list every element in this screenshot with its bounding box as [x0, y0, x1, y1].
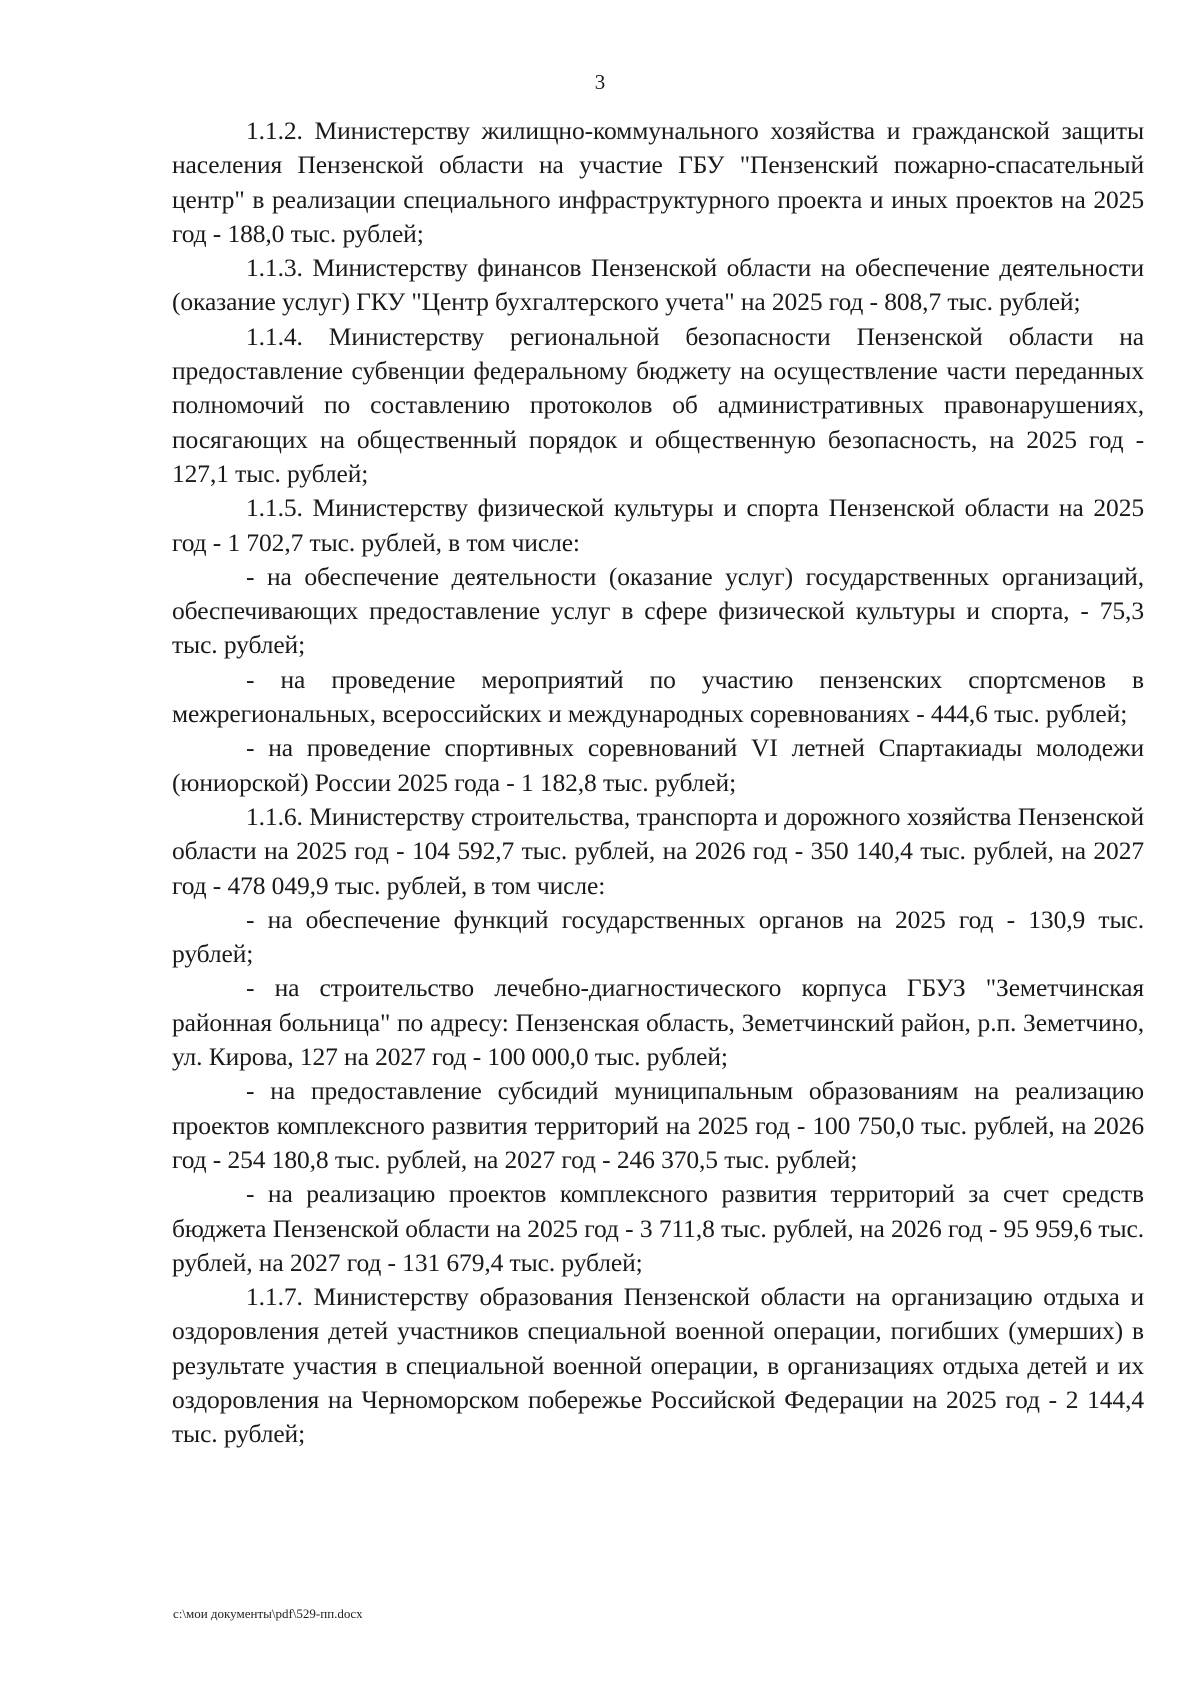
footer-file-path: c:\мои документы\pdf\529-пп.docx	[173, 1606, 363, 1621]
list-item: - на проведение мероприятий по участию пензенских спортсменов в межрегиональных, всероссийских и международных соревнованиях - 444,6 тыс. рублей;	[172, 664, 1144, 729]
paragraph-1-1-7: 1.1.7. Министерству образования Пензенской области на организацию отдыха и оздоровления детей участников специальной военной операции, погибших (умерших) в результате участия в специальной военной операции, в организациях отдыха детей и их оздоровления на Черноморском побережье Российской Федерации на 2025 год - 2 144,4 тыс. рублей;	[172, 1282, 1144, 1449]
document-body	[172, 114, 1144, 1452]
paragraph-1-1-5: 1.1.5. Министерству физической культуры и спорта Пензенской области на 2025 год - 1 702,7 тыс. рублей, в том числе:	[172, 493, 1144, 557]
paragraph-1-1-3: 1.1.3. Министерству финансов Пензенской области на обеспечение деятельности (оказание услуг) ГКУ "Центр бухгалтерского учета" на 2025 год - 808,7 тыс. рублей;	[172, 253, 1144, 317]
list-item: - на строительство лечебно-диагностического корпуса ГБУЗ "Земетчинская районная больница" по адресу: Пензенская область, Земетчинский район, р.п. Земетчино, ул. Кирова, 127 на 2027 год - 100 000,0 тыс. рублей;	[172, 973, 1144, 1072]
page-number: 3	[594, 70, 606, 94]
list-item: - на обеспечение деятельности (оказание услуг) государственных организаций, обеспечивающих предоставление услуг в сфере физической культуры и спорта, - 75,3 тыс. рублей;	[172, 561, 1144, 660]
list-item: - на обеспечение функций государственных органов на 2025 год - 130,9 тыс. рублей;	[172, 904, 1144, 969]
list-item: - на реализацию проектов комплексного развития территорий за счет средств бюджета Пензенской области на 2025 год - 3 711,8 тыс. рублей, на 2026 год - 95 959,6 тыс. рублей, на 2027 год - 131 679,4 тыс. рублей;	[172, 1179, 1144, 1277]
paragraph-1-1-2: 1.1.2. Министерству жилищно-коммунального хозяйства и гражданской защиты населения Пензенской области на участие ГБУ "Пензенский пожарно-спасательный центр" в реализации специального инфраструктурного проекта и иных проектов на 2025 год - 188,0 тыс. рублей;	[172, 116, 1144, 248]
list-item: - на предоставление субсидий муниципальным образованиям на реализацию проектов комплексного развития территорий на 2025 год - 100 750,0 тыс. рублей, на 2026 год - 254 180,8 тыс. рублей, на 2027 год - 246 370,5 тыс. рублей;	[172, 1076, 1144, 1174]
list-item: - на проведение спортивных соревнований VI летней Спартакиады молодежи (юниорской) России 2025 года - 1 182,8 тыс. рублей;	[172, 733, 1144, 797]
paragraph-1-1-6: 1.1.6. Министерству строительства, транспорта и дорожного хозяйства Пензенской области на 2025 год - 104 592,7 тыс. рублей, на 2026 год - 350 140,4 тыс. рублей, на 2027 год - 478 049,9 тыс. рублей, в том числе:	[172, 801, 1144, 900]
paragraph-1-1-4: 1.1.4. Министерству региональной безопасности Пензенской области на предоставление субвенции федеральному бюджету на осуществление части переданных полномочий по составлению протоколов об административных правонарушениях, посягающих на общественный порядок и общественную безопасность, на 2025 год - 127,1 тыс. рублей;	[172, 321, 1144, 488]
